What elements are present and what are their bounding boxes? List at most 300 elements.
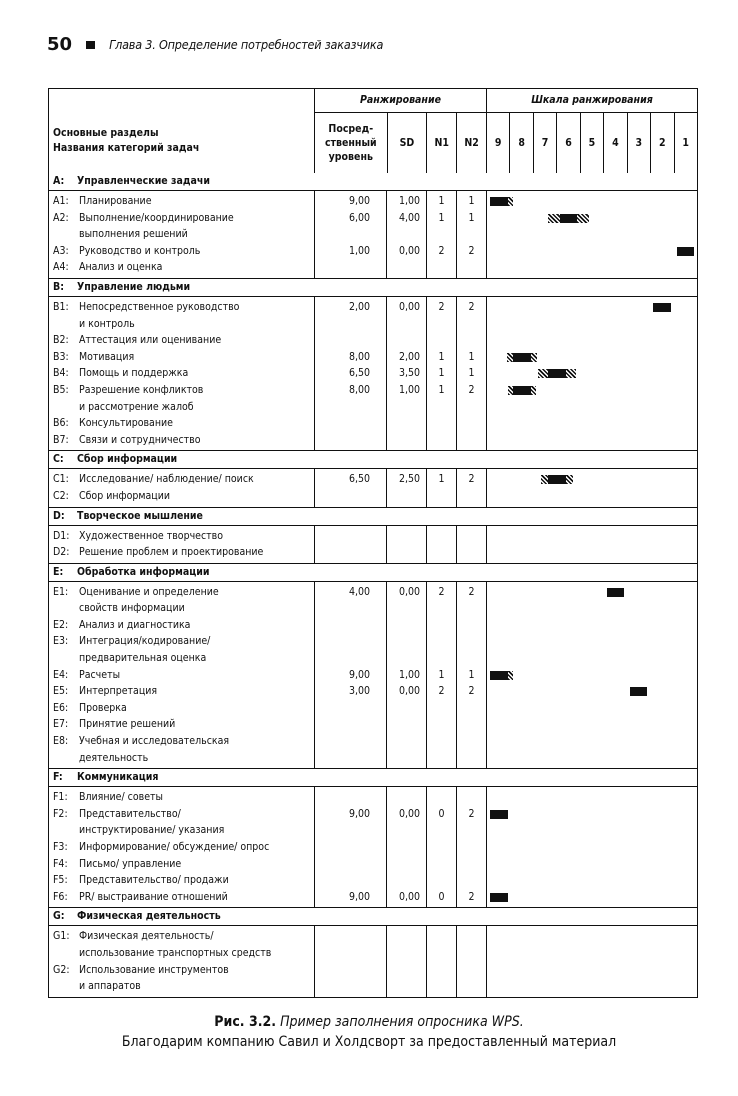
task-item: [53, 349, 314, 366]
n2-column: [456, 191, 486, 278]
rating-bar: [548, 475, 566, 484]
rating-bar-sd-left: [538, 369, 549, 378]
task-name: Представительство/ продажи: [79, 874, 229, 887]
task-code: C2:: [53, 489, 69, 502]
n1-column: [426, 926, 456, 996]
value-sd: 1,00: [398, 195, 420, 207]
value-mean: [315, 962, 386, 979]
value-sd: [387, 399, 426, 416]
task-name: Анализ и оценка: [79, 261, 163, 274]
page-number: 50: [47, 34, 73, 55]
value-n1: [427, 415, 456, 432]
value-n1: 1: [438, 473, 445, 486]
value-mean: [315, 700, 386, 717]
task-name: инструктирование/ указания: [79, 824, 225, 837]
task-item: [53, 928, 314, 945]
value-mean: [315, 733, 386, 750]
task-item: [53, 962, 314, 979]
value-n2: [457, 822, 486, 839]
rating-bar: [490, 671, 508, 680]
value-sd: [387, 750, 426, 767]
value-n2: [457, 928, 486, 945]
value-mean: [315, 716, 386, 733]
task-name: Связи и сотрудничество: [79, 433, 201, 446]
n2-column: [456, 469, 486, 506]
section-items-block: [49, 468, 697, 506]
task-item-continuation: [53, 945, 314, 962]
value-n2: [457, 633, 486, 650]
value-n1: [427, 544, 456, 561]
task-code: F4:: [53, 857, 68, 870]
section-row: [49, 507, 697, 525]
header-ranking-group: [314, 89, 486, 173]
task-item: [53, 382, 314, 399]
task-item: [53, 415, 314, 432]
value-sd: [387, 617, 426, 634]
value-sd: [387, 600, 426, 617]
value-sd: [387, 633, 426, 650]
n2-column: [456, 582, 486, 769]
task-item: [53, 243, 314, 260]
task-code: B3:: [53, 350, 69, 363]
value-n1: [427, 633, 456, 650]
task-name: Информирование/ обсуждение/ опрос: [79, 841, 270, 853]
value-n1: 2: [438, 244, 445, 257]
value-n1: [427, 488, 456, 505]
value-mean: 6,00: [348, 211, 370, 224]
section-row: [49, 278, 697, 296]
value-mean: 6,50: [348, 473, 370, 486]
section-title: Обработка информации: [77, 565, 210, 578]
value-sd: [387, 978, 426, 995]
task-name: Художественное творчество: [79, 529, 224, 542]
task-code: E3:: [53, 635, 69, 648]
header-n2: N2: [456, 113, 486, 173]
scale-tick-3: 3: [627, 113, 650, 173]
task-item: [53, 332, 314, 349]
header-scale-group: [486, 89, 697, 173]
sd-column: [386, 926, 426, 996]
task-name: Расчеты: [79, 668, 121, 681]
task-item: [53, 667, 314, 684]
section-title: Творческое мышление: [77, 509, 203, 522]
section-items-block: [49, 525, 697, 563]
section-letter: F:: [53, 771, 63, 784]
task-item-continuation: [53, 600, 314, 617]
value-sd: 3,50: [398, 367, 420, 380]
value-sd: 0,00: [398, 585, 420, 598]
value-n1: 1: [438, 195, 445, 207]
value-mean: 9,00: [348, 890, 370, 903]
task-item: [53, 193, 314, 210]
n1-column: [426, 582, 456, 769]
mean-column: [314, 582, 386, 769]
section-row: [49, 563, 697, 581]
value-mean: 9,00: [348, 807, 370, 820]
task-code: B2:: [53, 334, 69, 347]
value-n1: 1: [438, 383, 445, 396]
section-letter: C:: [53, 453, 64, 466]
task-name: Учебная и исследовательская: [79, 735, 230, 748]
rating-scale-column: [486, 191, 697, 278]
value-n1: [427, 399, 456, 416]
task-code: F5:: [53, 874, 68, 887]
value-sd: [387, 488, 426, 505]
task-item-continuation: [53, 822, 314, 839]
task-item: [53, 716, 314, 733]
value-mean: [315, 544, 386, 561]
scale-tick-8: 8: [509, 113, 532, 173]
value-n1: [427, 600, 456, 617]
value-n2: [457, 856, 486, 873]
value-mean: [315, 822, 386, 839]
task-code: A2:: [53, 211, 69, 224]
value-sd: [387, 259, 426, 276]
value-mean: [315, 316, 386, 333]
scale-tick-5: 5: [580, 113, 603, 173]
value-n2: 2: [468, 244, 475, 257]
rating-bar-sd-right: [577, 214, 589, 223]
mean-column: [314, 926, 386, 996]
scale-tick-7: 7: [533, 113, 556, 173]
rating-bar: [560, 214, 578, 223]
mean-column: [314, 787, 386, 907]
value-n2: [457, 839, 486, 856]
value-n1: [427, 716, 456, 733]
value-mean: [315, 226, 386, 243]
task-name: использование транспортных средств: [79, 946, 272, 959]
value-n1: [427, 226, 456, 243]
rating-scale-column: [486, 926, 697, 996]
section-label: [49, 769, 697, 786]
section-items-block: [49, 925, 697, 996]
value-n2: [457, 600, 486, 617]
scale-tick-6: 6: [556, 113, 579, 173]
task-code: D2:: [53, 546, 70, 559]
value-n1: 2: [438, 585, 445, 598]
value-sd: [387, 789, 426, 806]
scale-ticks: [487, 113, 697, 173]
value-sd: [387, 945, 426, 962]
value-mean: [315, 600, 386, 617]
sd-column: [386, 787, 426, 907]
value-sd: 0,00: [398, 807, 420, 820]
task-name: Разрешение конфликтов: [79, 383, 204, 396]
task-name: и аппаратов: [79, 980, 141, 993]
value-sd: [387, 928, 426, 945]
task-name: Анализ и диагностика: [79, 618, 191, 631]
task-item-continuation: [53, 978, 314, 995]
header-name-line2: Названия категорий задач: [53, 142, 200, 154]
value-sd: [387, 856, 426, 873]
header-n1: N1: [426, 113, 456, 173]
value-n1: [427, 316, 456, 333]
rating-bar: [653, 303, 671, 312]
value-sd: [387, 528, 426, 545]
items-name-column: [49, 526, 314, 563]
value-n2: 2: [468, 685, 475, 698]
items-name-column: [49, 469, 314, 506]
value-n1: 0: [438, 807, 445, 820]
value-mean: [315, 399, 386, 416]
value-n1: [427, 839, 456, 856]
value-n1: 0: [438, 890, 445, 903]
section-items-block: [49, 296, 697, 450]
value-mean: 9,00: [348, 195, 370, 207]
section-items-block: [49, 190, 697, 278]
section-letter: A:: [53, 175, 65, 187]
task-item: [53, 584, 314, 601]
value-mean: [315, 750, 386, 767]
rating-scale-column: [486, 582, 697, 769]
header-ranking-title: Ранжирование: [315, 89, 486, 113]
n1-column: [426, 469, 456, 506]
task-name: свойств информации: [79, 602, 185, 615]
rating-scale-column: [486, 297, 697, 450]
value-n2: 1: [468, 211, 475, 224]
task-name: Физическая деятельность/: [79, 930, 214, 943]
header-scale-title: Шкала ранжирования: [487, 89, 697, 113]
task-code: E7:: [53, 718, 69, 731]
value-n2: [457, 700, 486, 717]
value-mean: [315, 872, 386, 889]
task-item: [53, 210, 314, 227]
section-row: [49, 768, 697, 786]
value-sd: [387, 432, 426, 449]
value-sd: [387, 226, 426, 243]
value-mean: [315, 332, 386, 349]
scale-tick-2: 2: [650, 113, 673, 173]
section-label: [49, 508, 697, 525]
value-n2: [457, 316, 486, 333]
table-header: [49, 89, 697, 173]
section-letter: E:: [53, 565, 64, 578]
task-item: [53, 432, 314, 449]
task-code: F3:: [53, 841, 68, 853]
task-item-continuation: [53, 650, 314, 667]
value-n2: 1: [468, 350, 475, 363]
value-sd: 1,00: [398, 383, 420, 396]
task-item: [53, 544, 314, 561]
task-code: F2:: [53, 807, 68, 820]
task-name: Решение проблем и проектирование: [79, 546, 264, 559]
value-n1: [427, 700, 456, 717]
n1-column: [426, 526, 456, 563]
task-code: E8:: [53, 735, 69, 748]
task-code: D1:: [53, 529, 70, 542]
task-item: [53, 889, 314, 906]
chapter-title: Глава 3. Определение потребностей заказчика: [109, 37, 384, 52]
value-sd: [387, 415, 426, 432]
task-name: Использование инструментов: [79, 963, 229, 976]
n2-column: [456, 926, 486, 996]
value-n2: 2: [468, 807, 475, 820]
task-code: A4:: [53, 261, 69, 274]
value-mean: 8,00: [348, 350, 370, 363]
mean-column: [314, 469, 386, 506]
value-n1: [427, 332, 456, 349]
value-n1: [427, 750, 456, 767]
rating-bar-sd-right: [566, 475, 574, 484]
mean-column: [314, 526, 386, 563]
task-code: F1:: [53, 791, 68, 804]
task-code: B1:: [53, 300, 69, 313]
value-n1: [427, 928, 456, 945]
header-sd: SD: [387, 113, 427, 173]
value-mean: [315, 789, 386, 806]
task-name: Планирование: [79, 195, 152, 207]
task-code: C1:: [53, 473, 69, 486]
items-name-column: [49, 191, 314, 278]
section-title: Управление людьми: [77, 280, 191, 293]
section-label: [49, 908, 697, 925]
value-sd: [387, 332, 426, 349]
task-name: Интеграция/кодирование/: [79, 635, 211, 648]
rating-bar-sd-right: [531, 353, 537, 362]
task-item: [53, 733, 314, 750]
header-mean-l3: уровень: [328, 151, 373, 163]
value-n2: [457, 716, 486, 733]
task-name: Аттестация или оценивание: [79, 334, 222, 347]
value-n2: 2: [468, 473, 475, 486]
value-n2: [457, 544, 486, 561]
value-sd: 0,00: [398, 300, 420, 313]
task-name: Мотивация: [79, 350, 135, 363]
task-item: [53, 488, 314, 505]
task-name: Помощь и поддержка: [79, 367, 189, 380]
rating-bar-sd-right: [508, 671, 513, 680]
section-label: [49, 279, 697, 296]
value-mean: [315, 650, 386, 667]
value-sd: 2,50: [398, 473, 420, 486]
value-n2: 2: [468, 383, 475, 396]
value-n2: [457, 528, 486, 545]
task-name: Выполнение/координирование: [79, 211, 234, 224]
section-letter: G:: [53, 910, 65, 923]
header-name-column: [49, 89, 314, 173]
rating-bar: [513, 386, 531, 395]
value-n1: [427, 856, 456, 873]
items-name-column: [49, 926, 314, 996]
value-n1: [427, 962, 456, 979]
scale-tick-1: 1: [674, 113, 697, 173]
rating-bar-sd-right: [508, 197, 513, 206]
rating-bar: [607, 588, 625, 597]
task-name: Сбор информации: [79, 489, 170, 502]
rating-bar-sd-left: [508, 386, 513, 395]
task-code: B6:: [53, 417, 69, 430]
n2-column: [456, 526, 486, 563]
rating-bar-sd-right: [531, 386, 536, 395]
task-item: [53, 839, 314, 856]
rating-bar: [548, 369, 566, 378]
value-mean: [315, 978, 386, 995]
task-name: деятельность: [79, 751, 149, 764]
value-n2: [457, 789, 486, 806]
task-name: Руководство и контроль: [79, 244, 201, 257]
value-sd: 2,00: [398, 350, 420, 363]
task-item: [53, 633, 314, 650]
rating-bar: [490, 893, 508, 902]
value-sd: [387, 822, 426, 839]
task-name: предварительная оценка: [79, 652, 207, 665]
value-mean: [315, 528, 386, 545]
task-name: Письмо/ управление: [79, 857, 182, 870]
value-mean: [315, 415, 386, 432]
value-n2: [457, 962, 486, 979]
task-name: Консультирование: [79, 417, 173, 430]
task-code: E2:: [53, 618, 69, 631]
task-item-continuation: [53, 750, 314, 767]
value-n2: [457, 399, 486, 416]
task-item: [53, 683, 314, 700]
value-n2: [457, 415, 486, 432]
value-sd: [387, 962, 426, 979]
rating-scale-column: [486, 469, 697, 506]
value-mean: [315, 617, 386, 634]
value-mean: 6,50: [348, 367, 370, 380]
value-n2: 2: [468, 890, 475, 903]
value-n1: [427, 650, 456, 667]
task-item: [53, 259, 314, 276]
mean-column: [314, 297, 386, 450]
value-n2: [457, 488, 486, 505]
value-n1: [427, 822, 456, 839]
task-code: A1:: [53, 195, 69, 207]
task-code: B5:: [53, 383, 69, 396]
rating-scale-column: [486, 787, 697, 907]
rating-scale-column: [486, 526, 697, 563]
n2-column: [456, 787, 486, 907]
figure-credit: Благодарим компанию Савил и Холдсворт за предоставленный материал: [121, 1034, 617, 1050]
items-name-column: [49, 787, 314, 907]
value-n2: [457, 332, 486, 349]
task-item: [53, 471, 314, 488]
value-sd: 0,00: [398, 244, 420, 257]
value-sd: [387, 544, 426, 561]
value-n2: 1: [468, 195, 475, 207]
rating-bar-sd-left: [541, 475, 549, 484]
task-code: E1:: [53, 585, 69, 598]
value-n1: [427, 432, 456, 449]
section-label: [49, 451, 697, 468]
task-name: Оценивание и определение: [79, 585, 219, 598]
value-mean: 4,00: [348, 585, 370, 598]
value-mean: 8,00: [348, 383, 370, 396]
section-letter: B:: [53, 280, 64, 293]
sd-column: [386, 469, 426, 506]
value-n1: [427, 259, 456, 276]
value-mean: [315, 928, 386, 945]
section-row: [49, 907, 697, 925]
value-n1: 1: [438, 350, 445, 363]
value-n1: 1: [438, 367, 445, 380]
task-name: Представительство/: [79, 807, 181, 820]
task-item-continuation: [53, 316, 314, 333]
task-item: [53, 299, 314, 316]
value-mean: [315, 856, 386, 873]
value-n2: [457, 432, 486, 449]
task-name: Проверка: [79, 701, 127, 714]
task-code: A3:: [53, 244, 69, 257]
section-letter: D:: [53, 509, 65, 522]
scale-tick-4: 4: [603, 113, 626, 173]
value-mean: [315, 259, 386, 276]
n2-column: [456, 297, 486, 450]
sd-column: [386, 191, 426, 278]
rating-bar: [513, 353, 531, 362]
task-name: Интерпретация: [79, 685, 158, 698]
